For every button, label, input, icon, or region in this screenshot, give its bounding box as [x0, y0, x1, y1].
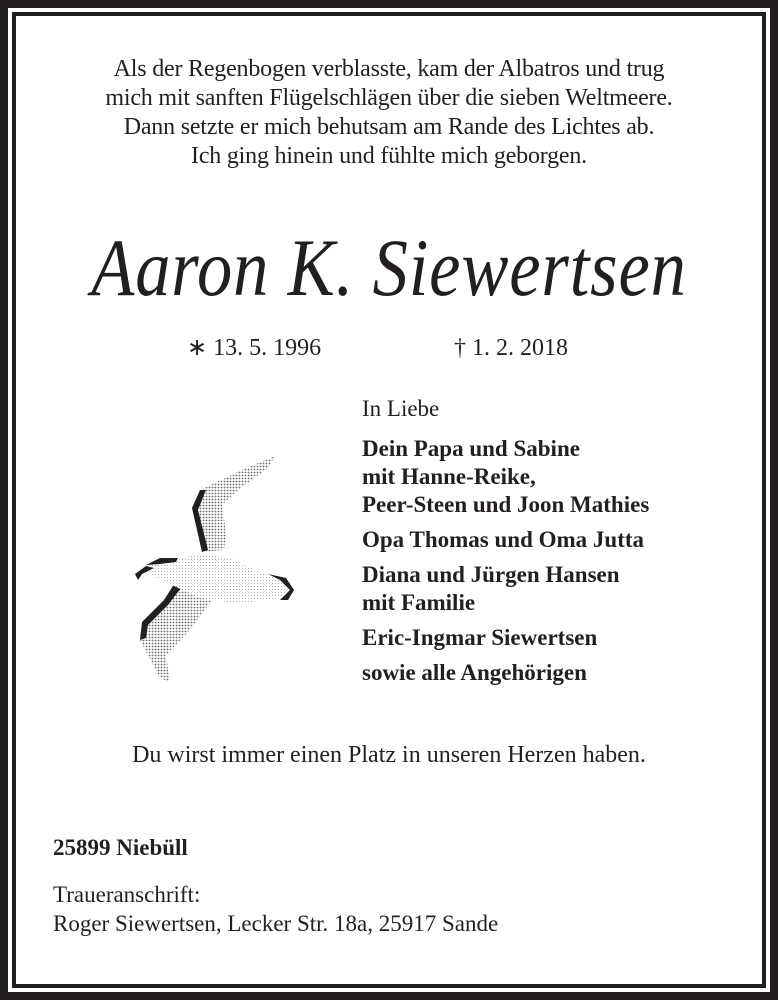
mourner-group	[362, 561, 649, 617]
mourner-line: Eric-Ingmar Siewertsen	[362, 625, 598, 650]
mourner-line: Opa Thomas und Oma Jutta	[362, 527, 645, 552]
death-date: † 1. 2. 2018	[454, 335, 568, 361]
poem-line: Ich ging hinein und fühlte mich geborgen.	[191, 143, 587, 169]
mourners-intro: In Liebe	[362, 396, 440, 421]
poem	[0, 55, 778, 171]
mourner-group	[362, 526, 649, 554]
closing-line: Du wirst immer einen Platz in unseren Herzen haben.	[132, 742, 646, 768]
albatross-illustration	[130, 450, 300, 685]
mourner-group	[362, 659, 649, 687]
poem-line: Dann setzte er mich behutsam am Rande des Lichtes ab.	[123, 114, 655, 140]
address-label: Traueranschrift:	[53, 882, 201, 907]
birth-date: ∗ 13. 5. 1996	[187, 335, 322, 361]
poem-line: Als der Regenbogen verblasste, kam der Albatros und trug	[113, 56, 665, 82]
mourner-line: mit Hanne-Reike,	[362, 464, 536, 489]
location: 25899 Niebüll	[53, 835, 188, 860]
mourner-group	[362, 624, 649, 652]
deceased-name: Aaron K. Siewertsen	[91, 222, 687, 313]
mourner-line: Dein Papa und Sabine	[362, 436, 580, 461]
mourners-list	[362, 395, 649, 694]
poem-line: mich mit sanften Flügelschlägen über die sieben Weltmeere.	[105, 85, 673, 111]
mourner-line: sowie alle Angehörigen	[362, 660, 587, 685]
mourner-line: Diana und Jürgen Hansen	[362, 562, 620, 587]
address-line: Roger Siewertsen, Lecker Str. 18a, 25917 Sande	[53, 911, 499, 936]
mourner-group	[362, 435, 649, 519]
mourner-line: mit Familie	[362, 590, 476, 615]
mourner-line: Peer-Steen und Joon Mathies	[362, 492, 650, 517]
condolence-address	[53, 880, 498, 938]
